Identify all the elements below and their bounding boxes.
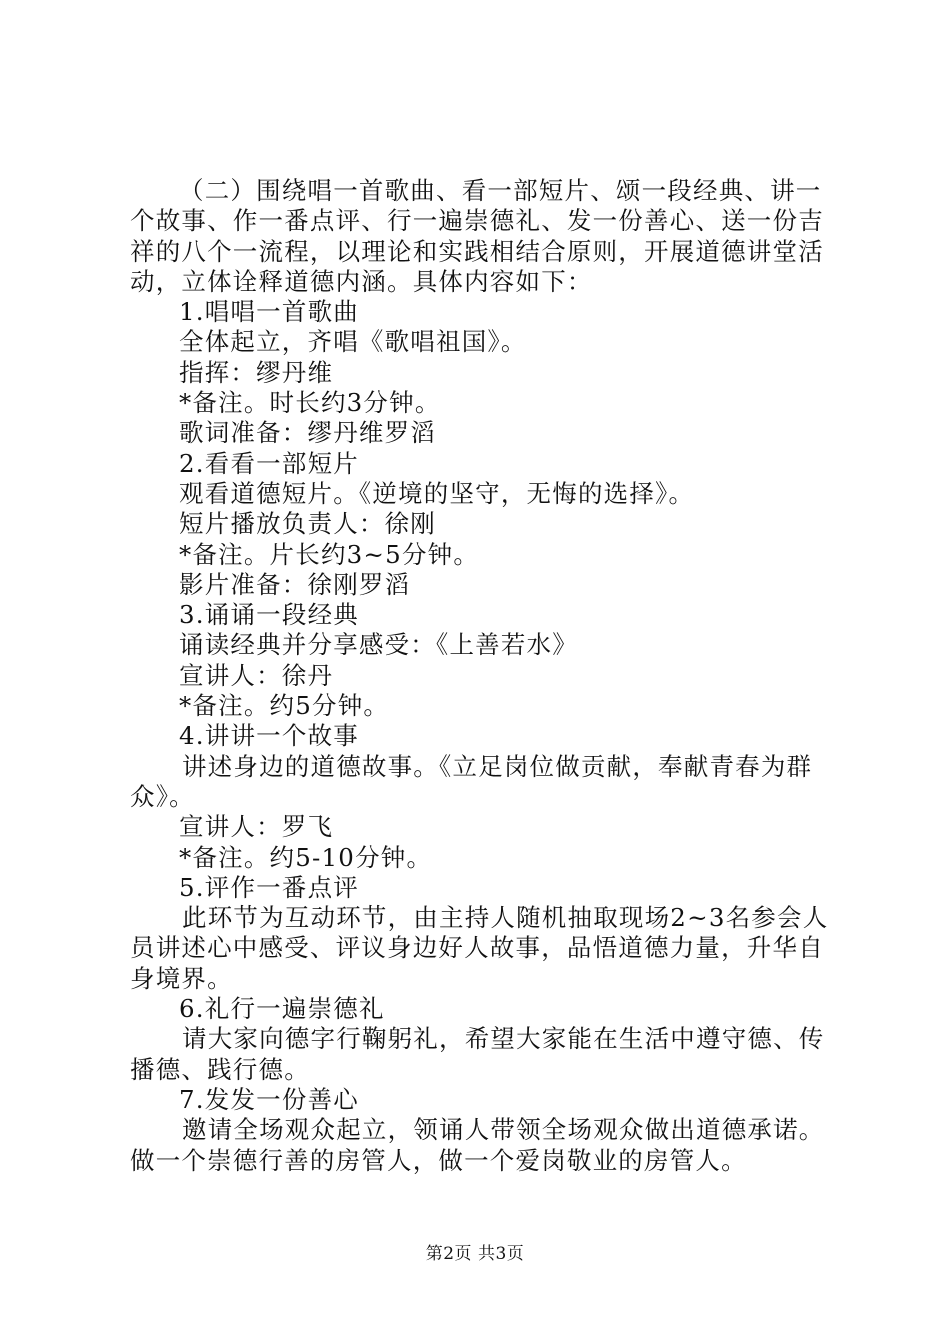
paragraph-line: 身境界。 <box>130 963 233 993</box>
paragraph-line: 讲述身边的道德故事。《立足岗位做贡献，奉献青春为群 <box>182 751 813 781</box>
paragraph-line: 动，立体诠释道德内涵。具体内容如下： <box>130 266 593 296</box>
note-line: *备注。时长约3分钟。 <box>179 388 441 418</box>
section-heading: 5.评作一番点评 <box>179 872 359 902</box>
paragraph-line: 影片准备：徐刚罗滔 <box>179 569 411 599</box>
section-heading: 6.礼行一遍崇德礼 <box>179 994 385 1024</box>
paragraph-line: 宣讲人：罗飞 <box>179 812 334 842</box>
paragraph-line: 宣讲人：徐丹 <box>179 660 334 690</box>
paragraph-line: 邀请全场观众起立，领诵人带领全场观众做出道德承诺。 <box>182 1115 825 1145</box>
note-line: *备注。约5分钟。 <box>179 691 390 721</box>
paragraph-line: 短片播放负责人：徐刚 <box>179 509 436 539</box>
page-footer: 第2页 共3页 <box>425 1244 525 1264</box>
paragraph-line: 员讲述心中感受、评议身边好人故事，品悟道德力量，升华自 <box>130 933 824 963</box>
section-heading: 3.诵诵一段经典 <box>179 600 359 630</box>
paragraph-line: 歌词准备：缪丹维罗滔 <box>179 418 436 448</box>
paragraph-line: 祥的八个一流程，以理论和实践相结合原则，开展道德讲堂活 <box>130 236 824 266</box>
paragraph-line: 全体起立，齐唱《歌唱祖国》。 <box>179 327 527 357</box>
paragraph-line: 众》。 <box>130 781 195 811</box>
paragraph-line: （二）围绕唱一首歌曲、看一部短片、颂一段经典、讲一 <box>179 176 822 205</box>
paragraph-line: 请大家向德字行鞠躬礼，希望大家能在生活中遵守德、传 <box>182 1024 825 1054</box>
section-heading: 7.发发一份善心 <box>179 1084 359 1114</box>
paragraph-line: 播德、践行德。 <box>130 1054 310 1084</box>
paragraph-line: 诵读经典并分享感受：《上善若水》 <box>179 630 578 660</box>
section-heading: 2.看看一部短片 <box>179 448 359 478</box>
section-heading: 4.讲讲一个故事 <box>179 721 359 751</box>
section-heading: 1.唱唱一首歌曲 <box>179 297 359 327</box>
paragraph-line: 观看道德短片。《逆境的坚守，无悔的选择》。 <box>179 478 695 508</box>
paragraph-line: 个故事、作一番点评、行一遍崇德礼、发一份善心、送一份吉 <box>130 206 824 236</box>
paragraph-line: 做一个崇德行善的房管人，做一个爱岗敬业的房管人。 <box>130 1145 747 1175</box>
document-body <box>130 176 830 1176</box>
note-line: *备注。约5-10分钟。 <box>179 842 433 872</box>
paragraph-line: 此环节为互动环节，由主持人随机抽取现场2~3名参会人 <box>182 903 829 933</box>
note-line: *备注。片长约3~5分钟。 <box>179 539 480 569</box>
paragraph-line: 指挥：缪丹维 <box>179 357 334 387</box>
